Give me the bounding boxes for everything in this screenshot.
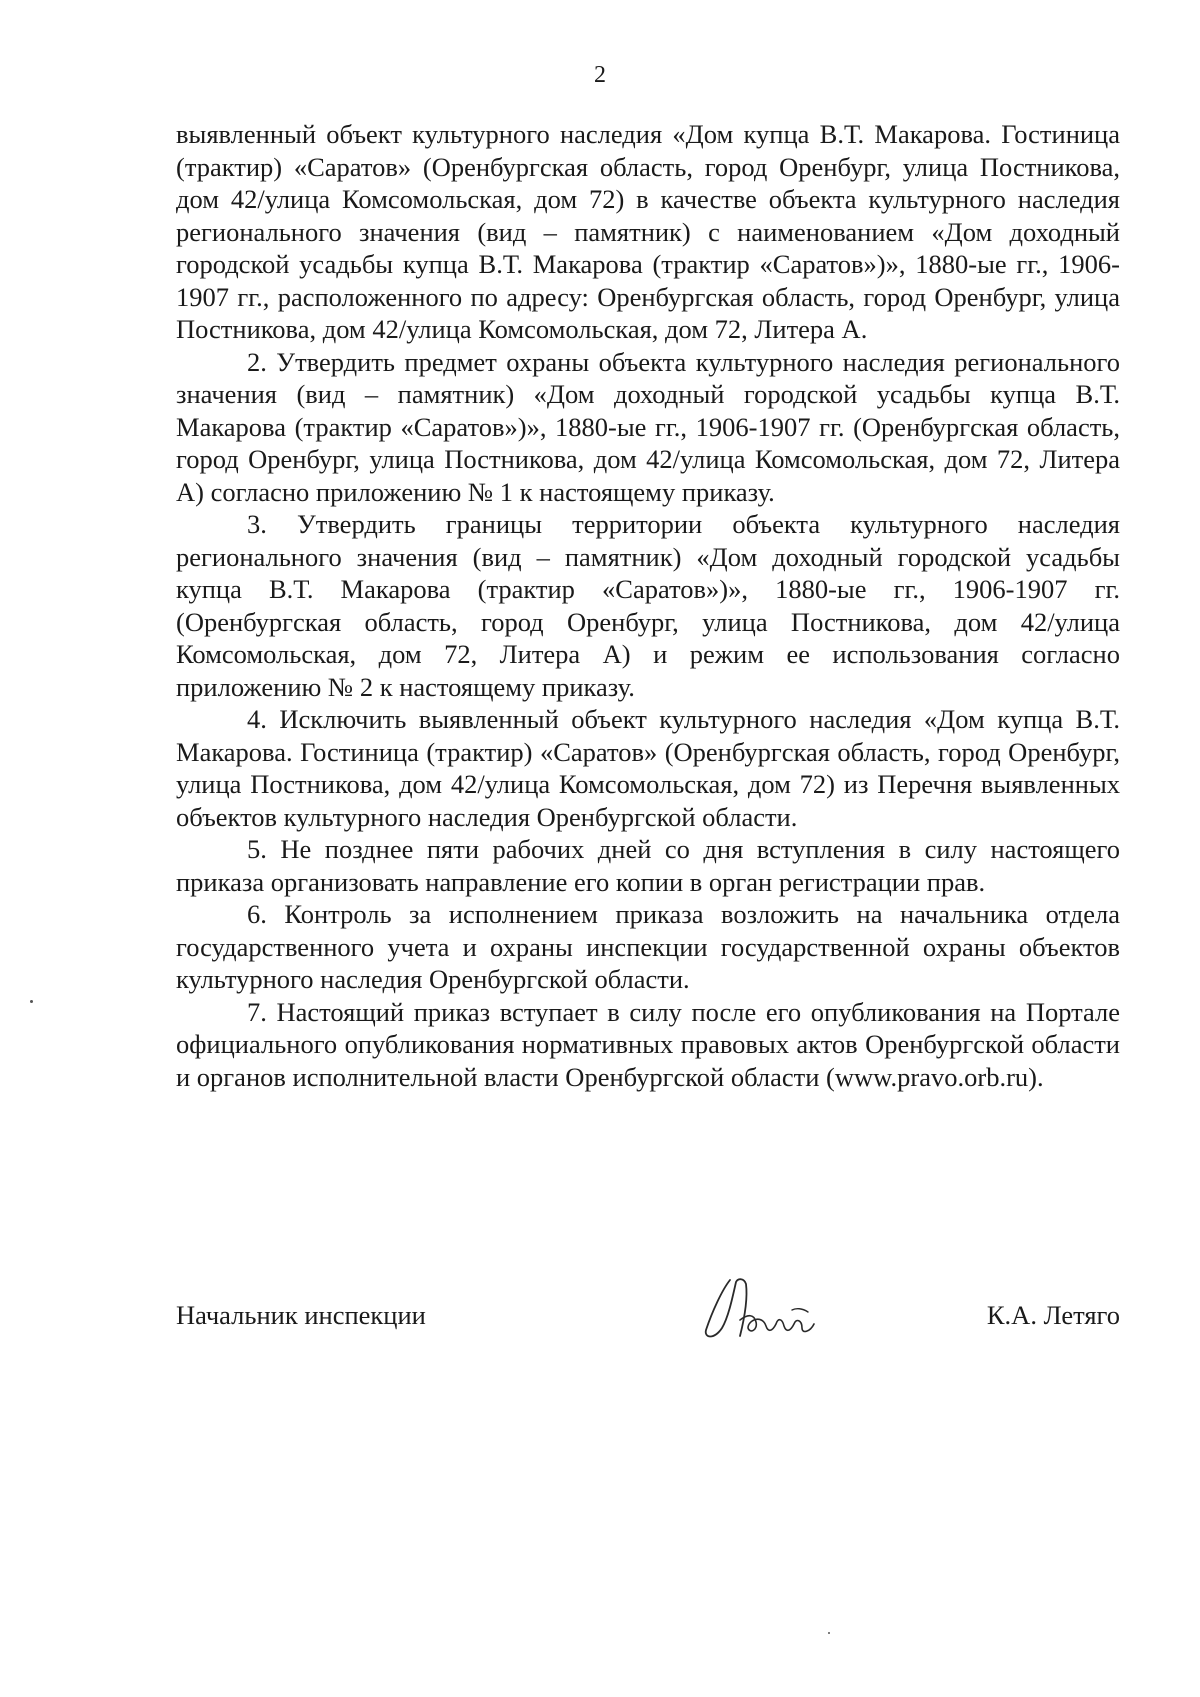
paragraph-item-2: 2. Утвердить предмет охраны объекта культурного наследия регионального значения (вид – памятник) «Дом доходный городской усадьбы купца В.Т. Макарова (трактир «Саратов»)», 1880-ые гг., 1906-1907 гг. (Оренбургская область, город Оренбург, улица Постникова, дом 42/улица Комсомольская, дом 72, Литера А) согласно приложению № 1 к настоящему приказу. xyxy=(176,346,1120,507)
page-number: 2 xyxy=(594,62,606,88)
document-body xyxy=(176,118,1120,1093)
signatory-title: Начальник инспекции xyxy=(176,1300,426,1330)
signature-block xyxy=(176,1270,1120,1350)
signatory-name: К.А. Летяго xyxy=(986,1300,1120,1330)
paragraph-item-6: 6. Контроль за исполнением приказа возложить на начальника отдела государственного учета и охраны инспекции государственной охраны объектов культурного наследия Оренбургской области. xyxy=(176,899,1120,994)
scan-speck xyxy=(828,1632,830,1634)
scan-speck xyxy=(30,1000,33,1003)
paragraph-item-4: 4. Исключить выявленный объект культурного наследия «Дом купца В.Т. Макарова. Гостиница (трактир) «Саратов» (Оренбургская область, город Оренбург, улица Постникова, дом 42/улица Комсомольская, дом 72) из Перечня выявленных объектов культурного наследия Оренбургской области. xyxy=(176,704,1120,832)
paragraph-item-7: 7. Настоящий приказ вступает в силу после его опубликования на Портале официального опубликования нормативных правовых актов Оренбургской области и органов исполнительной власти Оренбургской области (www.pravo.orb.ru). xyxy=(176,996,1120,1092)
handwritten-signature xyxy=(692,1270,832,1350)
paragraph-item-5: 5. Не позднее пяти рабочих дней со дня вступления в силу настоящего приказа организовать направление его копии в орган регистрации прав. xyxy=(176,834,1120,897)
paragraph-item-3: 3. Утвердить границы территории объекта культурного наследия регионального значения (вид – памятник) «Дом доходный городской усадьбы купца В.Т. Макарова (трактир «Саратов»)», 1880-ые гг., 1906-1907 гг. (Оренбургская область, город Оренбург, улица Постникова, дом 42/улица Комсомольская, дом 72, Литера А) и режим ее использования согласно приложению № 2 к настоящему приказу. xyxy=(176,509,1120,702)
paragraph-continuation: выявленный объект культурного наследия «Дом купца В.Т. Макарова. Гостиница (трактир) «Саратов» (Оренбургская область, город Оренбург, улица Постникова, дом 42/улица Комсомольская, дом 72) в качестве объекта культурного наследия регионального значения (вид – памятник) с наименованием «Дом доходный городской усадьбы купца В.Т. Макарова (трактир «Саратов»)», 1880-ые гг., 1906-1907 гг., расположенного по адресу: Оренбургская область, город Оренбург, улица Постникова, дом 42/улица Комсомольская, дом 72, Литера А. xyxy=(176,119,1120,344)
